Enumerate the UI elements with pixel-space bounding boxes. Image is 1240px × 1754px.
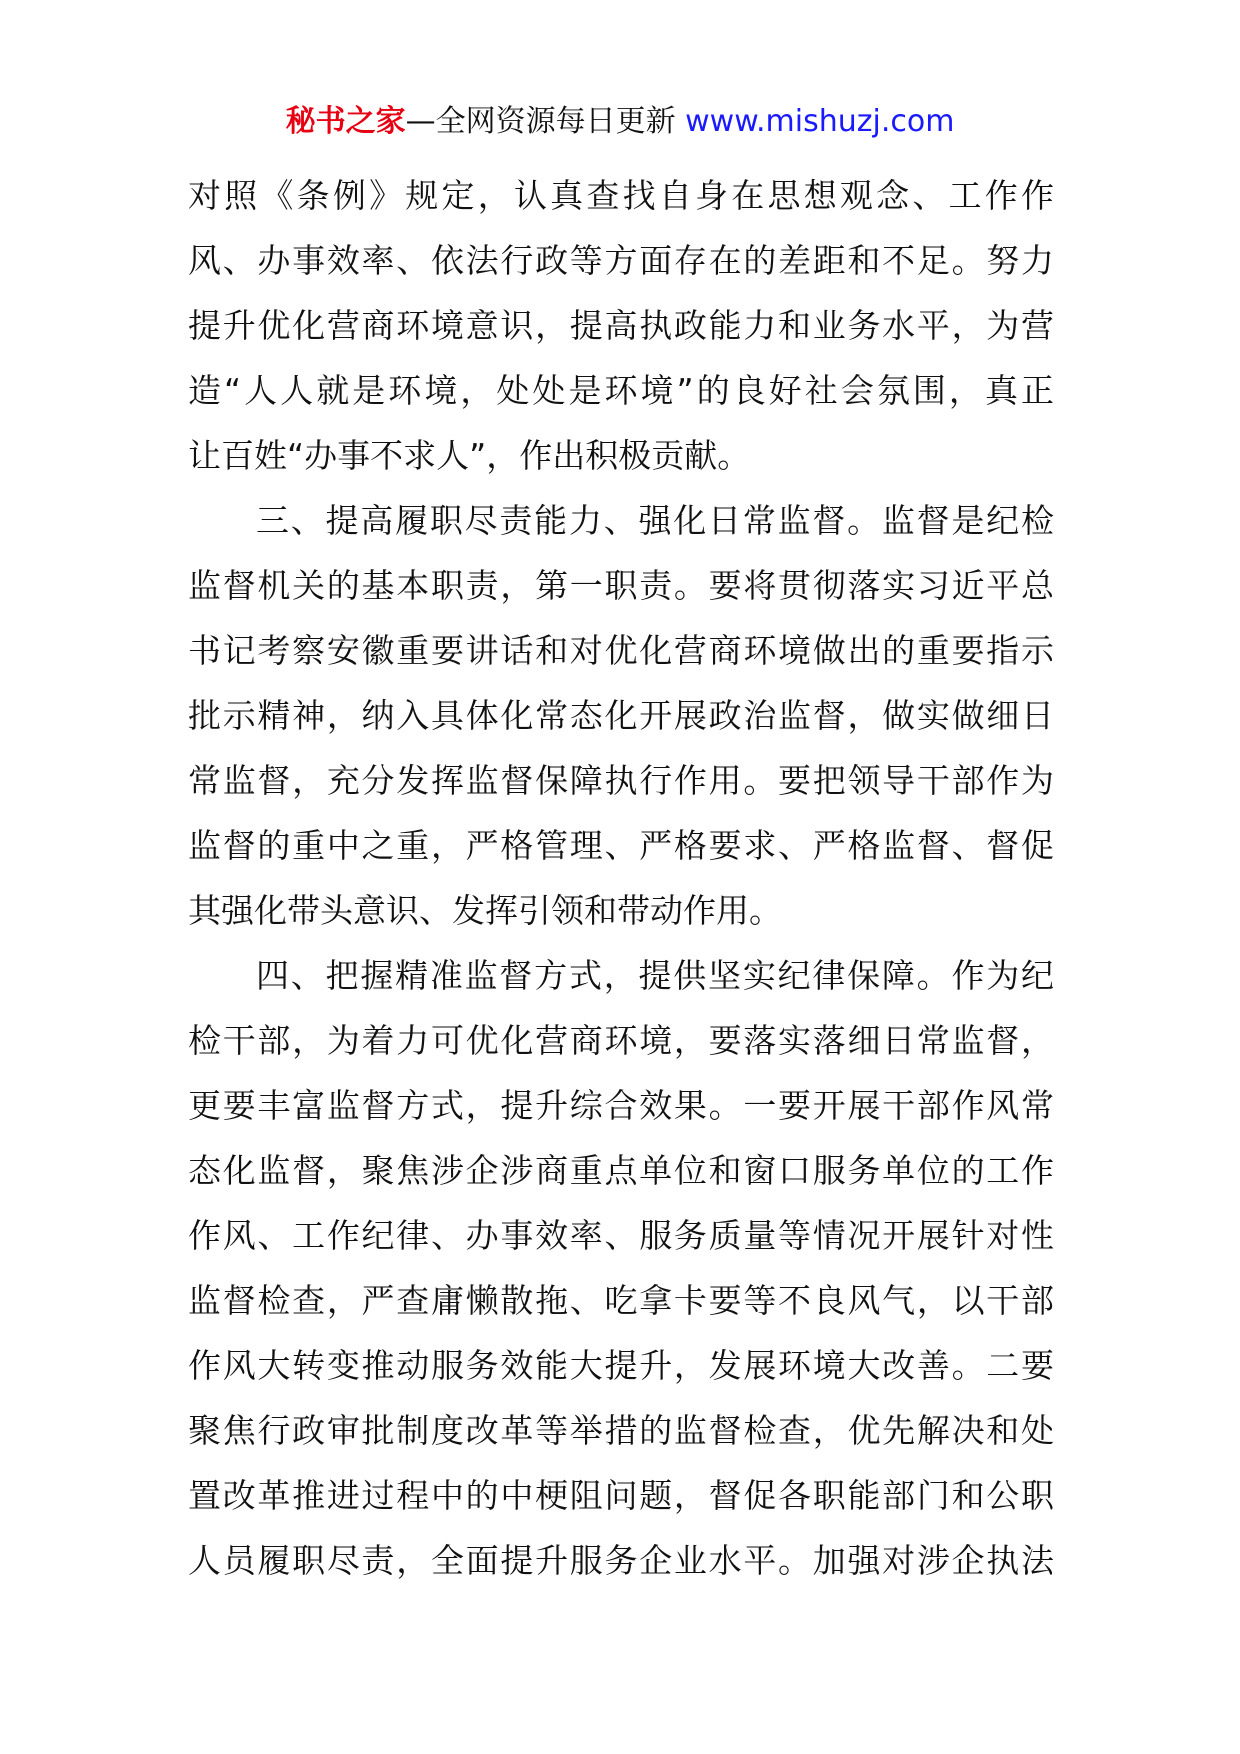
text-line: 监督的重中之重，严格管理、严格要求、严格监督、督促: [188, 826, 1054, 865]
text-line: 检干部，为着力可优化营商环境，要落实落细日常监督，: [188, 1021, 1054, 1060]
text-line: 置改革推进过程中的中梗阻问题，督促各职能部门和公职: [188, 1476, 1054, 1515]
text-line: 监督机关的基本职责，第一职责。要将贯彻落实习近平总: [188, 566, 1054, 605]
section-three-heading-line: 三、提高履职尽责能力、强化日常监督。监督是纪检: [256, 501, 1054, 540]
brand-name: 秘书之家: [285, 104, 406, 139]
header-tagline: —全网资源每日更新: [405, 104, 676, 139]
text-line: 聚焦行政审批制度改革等举措的监督检查，优先解决和处: [188, 1411, 1054, 1450]
text-line: 其强化带头意识、发挥引领和带动作用。: [188, 891, 782, 930]
text-line: 态化监督，聚焦涉企涉商重点单位和窗口服务单位的工作: [188, 1151, 1054, 1190]
text-line: 风、办事效率、依法行政等方面存在的差距和不足。努力: [188, 241, 1054, 280]
site-url-link[interactable]: www.mishuzj.com: [685, 104, 955, 139]
text-line: 常监督，充分发挥监督保障执行作用。要把领导干部作为: [188, 761, 1054, 800]
text-line: 作风、工作纪律、办事效率、服务质量等情况开展针对性: [188, 1216, 1054, 1255]
section-four-heading-line: 四、把握精准监督方式，提供坚实纪律保障。作为纪: [256, 956, 1054, 995]
document-body: [188, 163, 1054, 1593]
text-line: 更要丰富监督方式，提升综合效果。一要开展干部作风常: [188, 1086, 1054, 1125]
text-line: 对照《条例》规定，认真查找自身在思想观念、工作作: [188, 176, 1054, 215]
text-line: 批示精神，纳入具体化常态化开展政治监督，做实做细日: [188, 696, 1054, 735]
text-line: 监督检查，严查庸懒散拖、吃拿卡要等不良风气，以干部: [188, 1281, 1054, 1320]
text-line: 提升优化营商环境意识，提高执政能力和业务水平，为营: [188, 306, 1054, 345]
text-line: 作风大转变推动服务效能大提升，发展环境大改善。二要: [188, 1346, 1054, 1385]
text-line: 造“人人就是环境，处处是环境”的良好社会氛围，真正: [188, 371, 1054, 410]
text-line: 人员履职尽责，全面提升服务企业水平。加强对涉企执法: [188, 1541, 1054, 1580]
text-line: 书记考察安徽重要讲话和对优化营商环境做出的重要指示: [188, 631, 1054, 670]
site-header: [0, 100, 1240, 144]
text-line: 让百姓“办事不求人”，作出积极贡献。: [188, 436, 751, 475]
